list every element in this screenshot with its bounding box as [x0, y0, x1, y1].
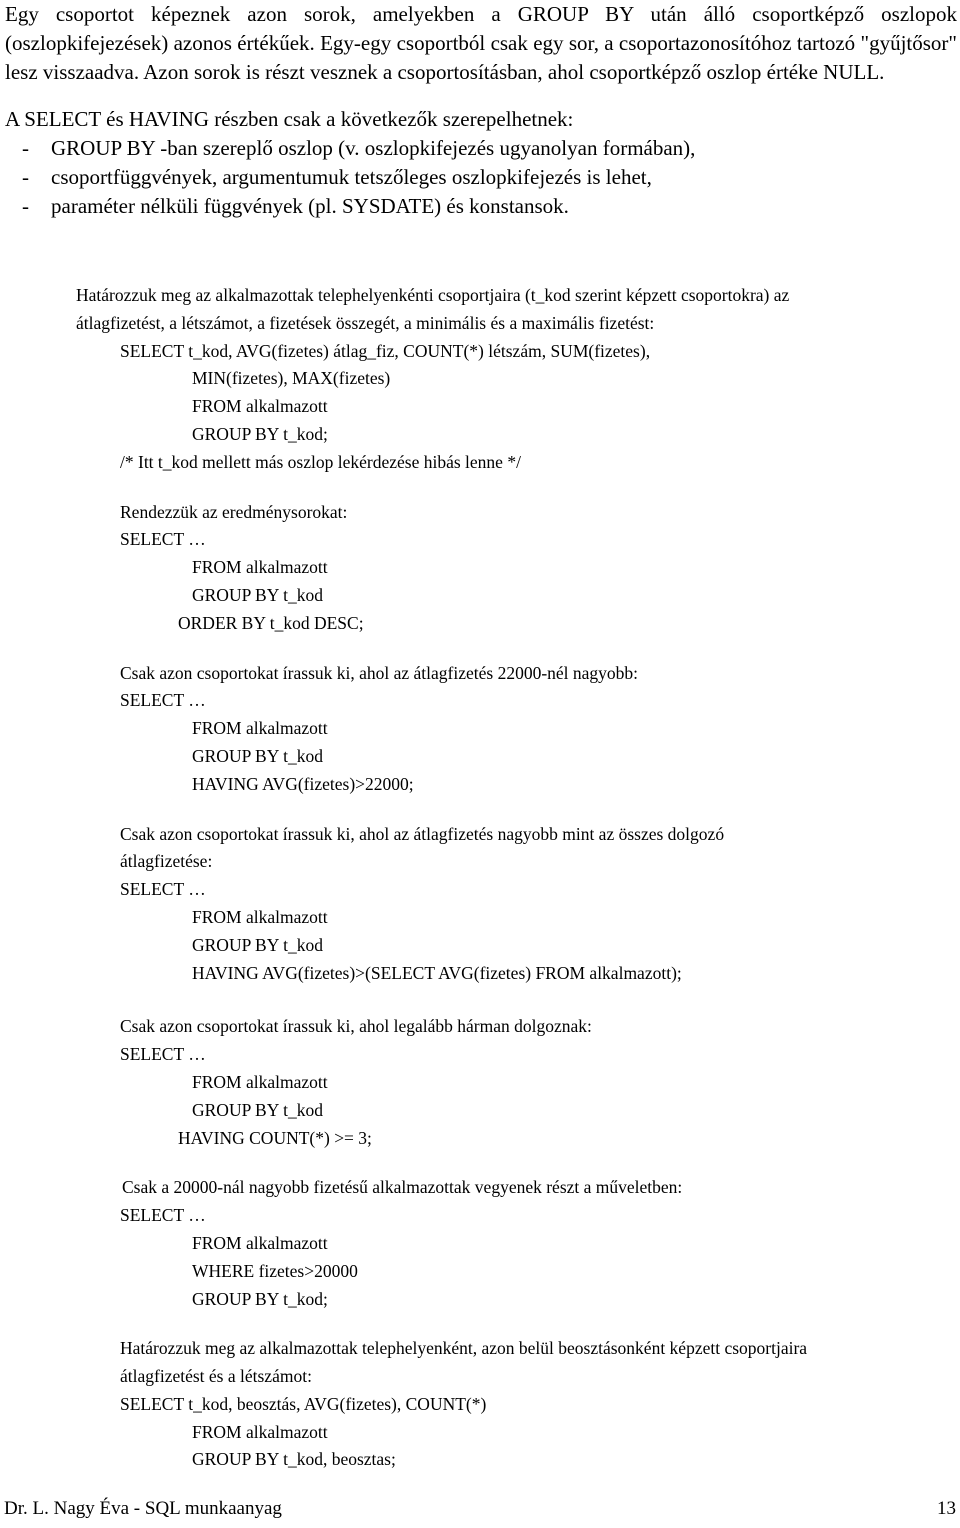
bullet-item	[5, 163, 957, 192]
example-description: Határozzuk meg az alkalmazottak telephelyenkénti csoportjaira (t_kod szerint képzett csoportokra) az	[76, 285, 790, 305]
sql-line: GROUP BY t_kod;	[192, 1288, 328, 1309]
bullet-item	[5, 192, 957, 221]
sql-line: FROM alkalmazott	[192, 1232, 328, 1253]
sql-line: SELECT …	[120, 1205, 206, 1226]
sql-line: FROM alkalmazott	[192, 396, 328, 417]
example-description: átlagfizetést és a létszámot:	[120, 1366, 312, 1387]
sql-line: SELECT t_kod, AVG(fizetes) átlag_fiz, COUNT(*) létszám, SUM(fizetes),	[120, 340, 651, 361]
example-description: Határozzuk meg az alkalmazottak telephelyenként, azon belül beosztásonként képzett csoportjaira	[120, 1338, 808, 1359]
sql-line: GROUP BY t_kod	[192, 934, 323, 955]
sql-line: FROM alkalmazott	[192, 557, 328, 578]
example-description: Csak azon csoportokat írassuk ki, ahol az átlagfizetés 22000-nél nagyobb:	[120, 662, 639, 683]
sql-line: ORDER BY t_kod DESC;	[178, 612, 364, 633]
sql-line: GROUP BY t_kod	[192, 745, 323, 766]
bullet-text: csoportfüggvények, argumentumuk tetszőleges oszlopkifejezés is lehet,	[51, 165, 652, 189]
bullet-item	[5, 134, 957, 163]
sql-line: GROUP BY t_kod	[192, 584, 323, 605]
sql-line: FROM alkalmazott	[192, 1071, 328, 1092]
intro-section	[5, 0, 957, 221]
sql-line: SELECT …	[120, 690, 206, 711]
footer-author: Dr. L. Nagy Éva - SQL munkaanyag	[4, 1498, 282, 1519]
sql-line: GROUP BY t_kod	[192, 1099, 323, 1120]
sql-line: WHERE fizetes>20000	[192, 1260, 358, 1281]
example-description: átlagfizetést, a létszámot, a fizetések összegét, a minimális és a maximális fizetést:	[76, 312, 655, 333]
bullet-dash: -	[22, 194, 29, 218]
bullet-text: paraméter nélküli függvények (pl. SYSDATE) és konstansok.	[51, 194, 569, 218]
example-description: Rendezzük az eredménysorokat:	[120, 501, 348, 522]
bullet-dash: -	[22, 136, 29, 160]
example-description: Csak azon csoportokat írassuk ki, ahol az átlagfizetés nagyobb mint az összes dolgozó	[120, 823, 725, 844]
bullet-dash: -	[22, 165, 29, 189]
sql-line: FROM alkalmazott	[192, 1421, 328, 1442]
sql-line: GROUP BY t_kod, beosztas;	[192, 1449, 396, 1470]
sql-line: FROM alkalmazott	[192, 906, 328, 927]
sql-comment: /* Itt t_kod mellett más oszlop lekérdezése hibás lenne */	[120, 451, 521, 472]
intro-paragraph-grouping: Egy csoportot képeznek azon sorok, amelyekben a GROUP BY után álló csoportképző oszlopok (oszlopkifejezések) azonos értékűek. Egy-egy csoportból csak egy sor, a csoportazonosítóhoz tartozó "gyűjtősor" lesz visszaadva. Azon sorok is részt vesznek a csoportosításban, ahol csoportképző oszlop értéke NULL.	[5, 2, 957, 84]
sql-line: GROUP BY t_kod;	[192, 423, 328, 444]
sql-line: SELECT …	[120, 879, 206, 900]
example-description: átlagfizetése:	[120, 851, 213, 872]
sql-line: FROM alkalmazott	[192, 718, 328, 739]
sql-line: SELECT t_kod, beosztás, AVG(fizetes), COUNT(*)	[120, 1393, 487, 1414]
bullet-text: GROUP BY -ban szereplő oszlop (v. oszlopkifejezés ugyanolyan formában),	[51, 136, 696, 160]
sql-line: HAVING COUNT(*) >= 3;	[178, 1127, 372, 1148]
intro-paragraph-select-having: A SELECT és HAVING részben csak a következők szerepelhetnek:	[5, 107, 574, 131]
sql-line: HAVING AVG(fizetes)>(SELECT AVG(fizetes) FROM alkalmazott);	[192, 962, 682, 983]
sql-line: HAVING AVG(fizetes)>22000;	[192, 773, 414, 794]
sql-line: SELECT …	[120, 1044, 206, 1065]
page-footer	[4, 1498, 956, 1520]
examples-section	[0, 282, 960, 1474]
sql-line: SELECT …	[120, 529, 206, 550]
page-number: 13	[937, 1498, 956, 1519]
example-description: Csak azon csoportokat írassuk ki, ahol legalább hárman dolgoznak:	[120, 1016, 592, 1037]
sql-line: MIN(fizetes), MAX(fizetes)	[192, 368, 391, 389]
example-description: Csak a 20000-nál nagyobb fizetésű alkalmazottak vegyenek részt a műveletben:	[122, 1177, 683, 1198]
